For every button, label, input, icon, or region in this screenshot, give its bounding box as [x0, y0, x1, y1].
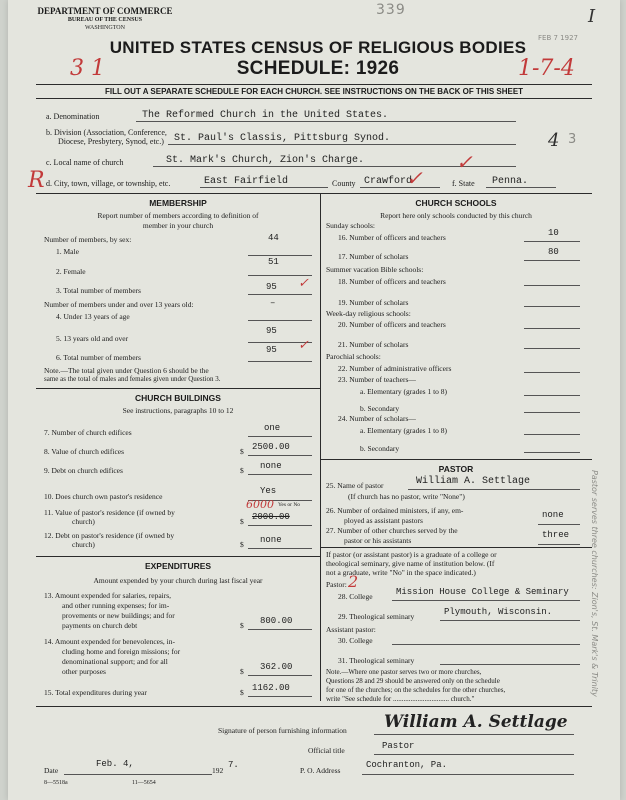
q3-check: ✓ [298, 276, 309, 291]
pastor-sub-label: Pastor: [326, 580, 347, 589]
department-name: DEPARTMENT OF COMMERCE [37, 6, 173, 16]
female-count[interactable]: 51 [268, 257, 279, 267]
q26-label-2: ployed as assistant pastors [344, 516, 423, 525]
q6-label: 6. Total number of members [56, 353, 141, 362]
division-label-line1: b. Division (Association, Conference, [46, 128, 167, 137]
q12-label-2: church) [72, 540, 95, 549]
q24-label: 24. Number of scholars— [338, 414, 416, 423]
assistant-pastors-count[interactable]: none [542, 510, 564, 520]
q29-label: 29. Theological seminary [338, 612, 415, 621]
q9-label: 9. Debt on church edifices [44, 466, 123, 475]
male-count[interactable]: 44 [268, 233, 279, 243]
membership-intro-2: member in your church [142, 221, 214, 230]
q14-dollar: $ [240, 667, 244, 676]
membership-heading: MEMBERSHIP [149, 198, 207, 208]
schools-heading: CHURCH SCHOOLS [415, 198, 497, 208]
q28-label: 28. College [338, 592, 373, 601]
church-edifices-value[interactable]: 2500.00 [252, 442, 290, 452]
other-churches-count[interactable]: three [542, 530, 570, 540]
q13-label-2: and other running expenses; for im- [62, 601, 170, 610]
membership-note-2: same as the total of males and females given under Question 3. [44, 375, 221, 383]
county-label: County [332, 179, 356, 188]
date-field[interactable]: Feb. 4, [96, 759, 134, 769]
city-r-mark: R [28, 168, 45, 193]
q22-label: 22. Number of administrative officers [338, 364, 452, 373]
year-prefix: 192 [212, 766, 224, 775]
q9-dollar: $ [240, 466, 244, 475]
pencil-side-note: Pastor serves three churches: Zion's, St. Mark's & Trinity [590, 470, 599, 697]
q31-label: 31. Theological seminary [338, 656, 415, 665]
division-label-line2: Diocese, Presbytery, Synod, etc.) [58, 137, 164, 146]
left-handwritten-code: 3 1 [70, 56, 105, 81]
membership-intro-1: Report number of members according to definition of [97, 211, 259, 220]
q13-label-4: payments on church debt [62, 621, 138, 630]
bureau-city: WASHINGTON [85, 25, 125, 31]
q13-label-3: provements or new buildings; and for [62, 611, 175, 620]
membership-note-1: Note.—The total given under Question 6 should be the [44, 366, 209, 375]
q15-label: 15. Total expenditures during year [44, 688, 147, 697]
q23a-label: a. Elementary (grades 1 to 8) [360, 387, 448, 396]
pastor-note-2: Questions 28 and 29 should be answered only on the schedule [326, 677, 500, 685]
buildings-sub: See instructions, paragraphs 10 to 12 [122, 406, 234, 415]
yes-no-hint: Yes or No [278, 502, 301, 508]
po-address-field[interactable]: Cochranton, Pa. [366, 760, 448, 770]
pastor-note-4: write "See schedule for ................................ church." [326, 695, 475, 703]
q14-label-1: 14. Amount expended for benevolences, in- [44, 637, 176, 646]
city-label: d. City, town, village, or township, etc. [46, 179, 171, 188]
received-date-stamp: FEB 7 1927 [538, 34, 578, 42]
official-title-label: Official title [308, 746, 345, 755]
pastor-note-1: Note.—Where one pastor serves two or more churches, [326, 668, 482, 676]
q17-label: 17. Number of scholars [338, 252, 409, 261]
q6-check: ✓ [298, 338, 309, 353]
total-members-q6[interactable]: 95 [266, 345, 277, 355]
schedule-title: SCHEDULE: 1926 [236, 58, 400, 79]
q11-dollar: $ [240, 517, 244, 526]
form-title: UNITED STATES CENSUS OF RELIGIOUS BODIES [109, 38, 527, 57]
official-title-field[interactable]: Pastor [382, 741, 415, 751]
print-number: 11—5654 [132, 780, 156, 786]
q24b-label: b. Secondary [360, 444, 400, 453]
division-pencil-code: 3 [568, 132, 577, 147]
q10-label: 10. Does church own pastor's residence [44, 492, 163, 501]
graduate-note-2: theological seminary, give name of institution below. (If [326, 559, 495, 568]
q12-dollar: $ [240, 540, 244, 549]
bureau-name: BUREAU OF THE CENSUS [67, 17, 143, 23]
q11-label-1: 11. Value of pastor's residence (if owned by [44, 508, 175, 517]
q19-label: 19. Number of scholars [338, 298, 409, 307]
expenditures-sub: Amount expended by your church during last fiscal year [93, 576, 263, 585]
q24a-label: a. Elementary (grades 1 to 8) [360, 426, 448, 435]
q7-label: 7. Number of church edifices [44, 428, 132, 437]
date-label: Date [44, 766, 59, 775]
stamp-number: 339 [376, 2, 406, 18]
q23b-label: b. Secondary [360, 404, 400, 413]
census-schedule-sheet [8, 0, 620, 800]
q25-note: (If church has no pastor, write "None") [348, 492, 465, 501]
pastor-name[interactable]: William A. Settlage [416, 476, 531, 487]
q8-dollar: $ [240, 447, 244, 456]
pastor-handwritten-2: 2 [348, 572, 359, 591]
q4-label: 4. Under 13 years of age [56, 312, 130, 321]
running-expenses-amount[interactable]: 800.00 [260, 616, 293, 626]
q14-label-4: other purposes [62, 667, 106, 676]
benevolences-amount[interactable]: 362.00 [260, 662, 293, 672]
county-check: ✓ [406, 166, 423, 190]
under-13-count[interactable]: – [270, 298, 276, 308]
q27-label-2: pastor or his assistants [344, 536, 412, 545]
q11-label-2: church) [72, 517, 95, 526]
q16-label: 16. Number of officers and teachers [338, 233, 446, 242]
q25-label: 25. Name of pastor [326, 481, 384, 490]
q27-label-1: 27. Number of other churches served by the [326, 526, 458, 535]
division-field[interactable]: St. Paul's Classis, Pittsburg Synod. [174, 133, 391, 144]
total-members-q3[interactable]: 95 [266, 282, 277, 292]
q5-label: 5. 13 years old and over [56, 334, 129, 343]
over-13-count[interactable]: 95 [266, 326, 277, 336]
sunday-schools-label: Sunday schools: [326, 221, 375, 230]
signature-label: Signature of person furnishing information [218, 726, 347, 735]
sunday-scholars[interactable]: 80 [548, 247, 559, 257]
state-field[interactable]: Penna. [492, 176, 529, 187]
q1-label: 1. Male [56, 247, 79, 256]
q30-label: 30. College [338, 636, 373, 645]
schedule-instruction: FILL OUT A SEPARATE SCHEDULE FOR EACH CHURCH. SEE INSTRUCTIONS ON THE BACK OF THIS SHEET [104, 87, 524, 96]
church-edifices-debt[interactable]: none [260, 461, 282, 471]
q3-label: 3. Total number of members [56, 286, 141, 295]
pastor-seminary[interactable]: Plymouth, Wisconsin. [444, 607, 553, 617]
pastor-heading: PASTOR [438, 464, 474, 474]
q23-label: 23. Number of teachers— [338, 375, 416, 384]
city-field[interactable]: East Fairfield [204, 176, 289, 187]
corner-mark: I [588, 6, 596, 27]
buildings-heading: CHURCH BUILDINGS [135, 393, 221, 403]
q12-label-1: 12. Debt on pastor's residence (if owned by [44, 531, 175, 540]
form-number: 8—5518a [44, 780, 68, 786]
state-label: f. State [452, 179, 475, 188]
assistant-sub-label: Assistant pastor: [326, 625, 376, 634]
q13-label-1: 13. Amount expended for salaries, repairs, [44, 591, 172, 600]
division-handwritten-code: 4 [548, 130, 560, 151]
sunday-teachers[interactable]: 10 [548, 228, 559, 238]
age-group-label: Number of members under and over 13 years old: [44, 300, 194, 309]
church-edifices-count[interactable]: one [264, 423, 281, 433]
schools-intro: Report here only schools conducted by this church [380, 211, 532, 220]
year-digit-field[interactable]: 7. [228, 760, 239, 770]
pastor-college[interactable]: Mission House College & Seminary [396, 587, 569, 597]
residence-debt[interactable]: none [260, 535, 282, 545]
po-address-label: P. O. Address [300, 766, 341, 775]
q15-dollar: $ [240, 688, 244, 697]
by-sex-label: Number of members, by sex: [44, 235, 132, 244]
q20-label: 20. Number of officers and teachers [338, 320, 446, 329]
residence-value[interactable]: 2000.00 [252, 512, 290, 522]
signature-field[interactable]: William A. Settlage [384, 712, 568, 732]
church-name-label: c. Local name of church [46, 158, 124, 167]
q21-label: 21. Number of scholars [338, 340, 409, 349]
county-field[interactable]: Crawford [364, 176, 413, 187]
q14-label-3: denominational support; and for all [62, 657, 168, 666]
owns-residence-answer[interactable]: Yes [260, 486, 277, 496]
total-expenditures[interactable]: 1162.00 [252, 683, 290, 693]
right-handwritten-code: 1-7-4 [518, 56, 575, 81]
residence-value-correction: 6000 [246, 498, 274, 511]
church-name-check: ✓ [456, 150, 473, 174]
q18-label: 18. Number of officers and teachers [338, 277, 446, 286]
weekday-schools-label: Week-day religious schools: [326, 309, 411, 318]
q13-dollar: $ [240, 621, 244, 630]
q8-label: 8. Value of church edifices [44, 447, 125, 456]
denomination-field[interactable]: The Reformed Church in the United States. [142, 110, 389, 121]
pastor-note-3: for one of the churches; on the schedules for the other churches, [326, 686, 506, 694]
q2-label: 2. Female [56, 267, 86, 276]
expenditures-heading: EXPENDITURES [144, 561, 212, 571]
q26-label-1: 26. Number of ordained ministers, if any, em- [326, 506, 464, 515]
church-name-field[interactable]: St. Mark's Church, Zion's Charge. [166, 155, 365, 166]
parochial-schools-label: Parochial schools: [326, 352, 381, 361]
graduate-note-3: not a graduate, write "No" in the space indicated.) [326, 568, 476, 577]
graduate-note-1: If pastor (or assistant pastor) is a graduate of a college or [326, 550, 497, 559]
vacation-schools-label: Summer vacation Bible schools: [326, 265, 424, 274]
denomination-label: a. Denomination [46, 112, 100, 121]
q14-label-2: cluding home and foreign missions; for [62, 647, 181, 656]
